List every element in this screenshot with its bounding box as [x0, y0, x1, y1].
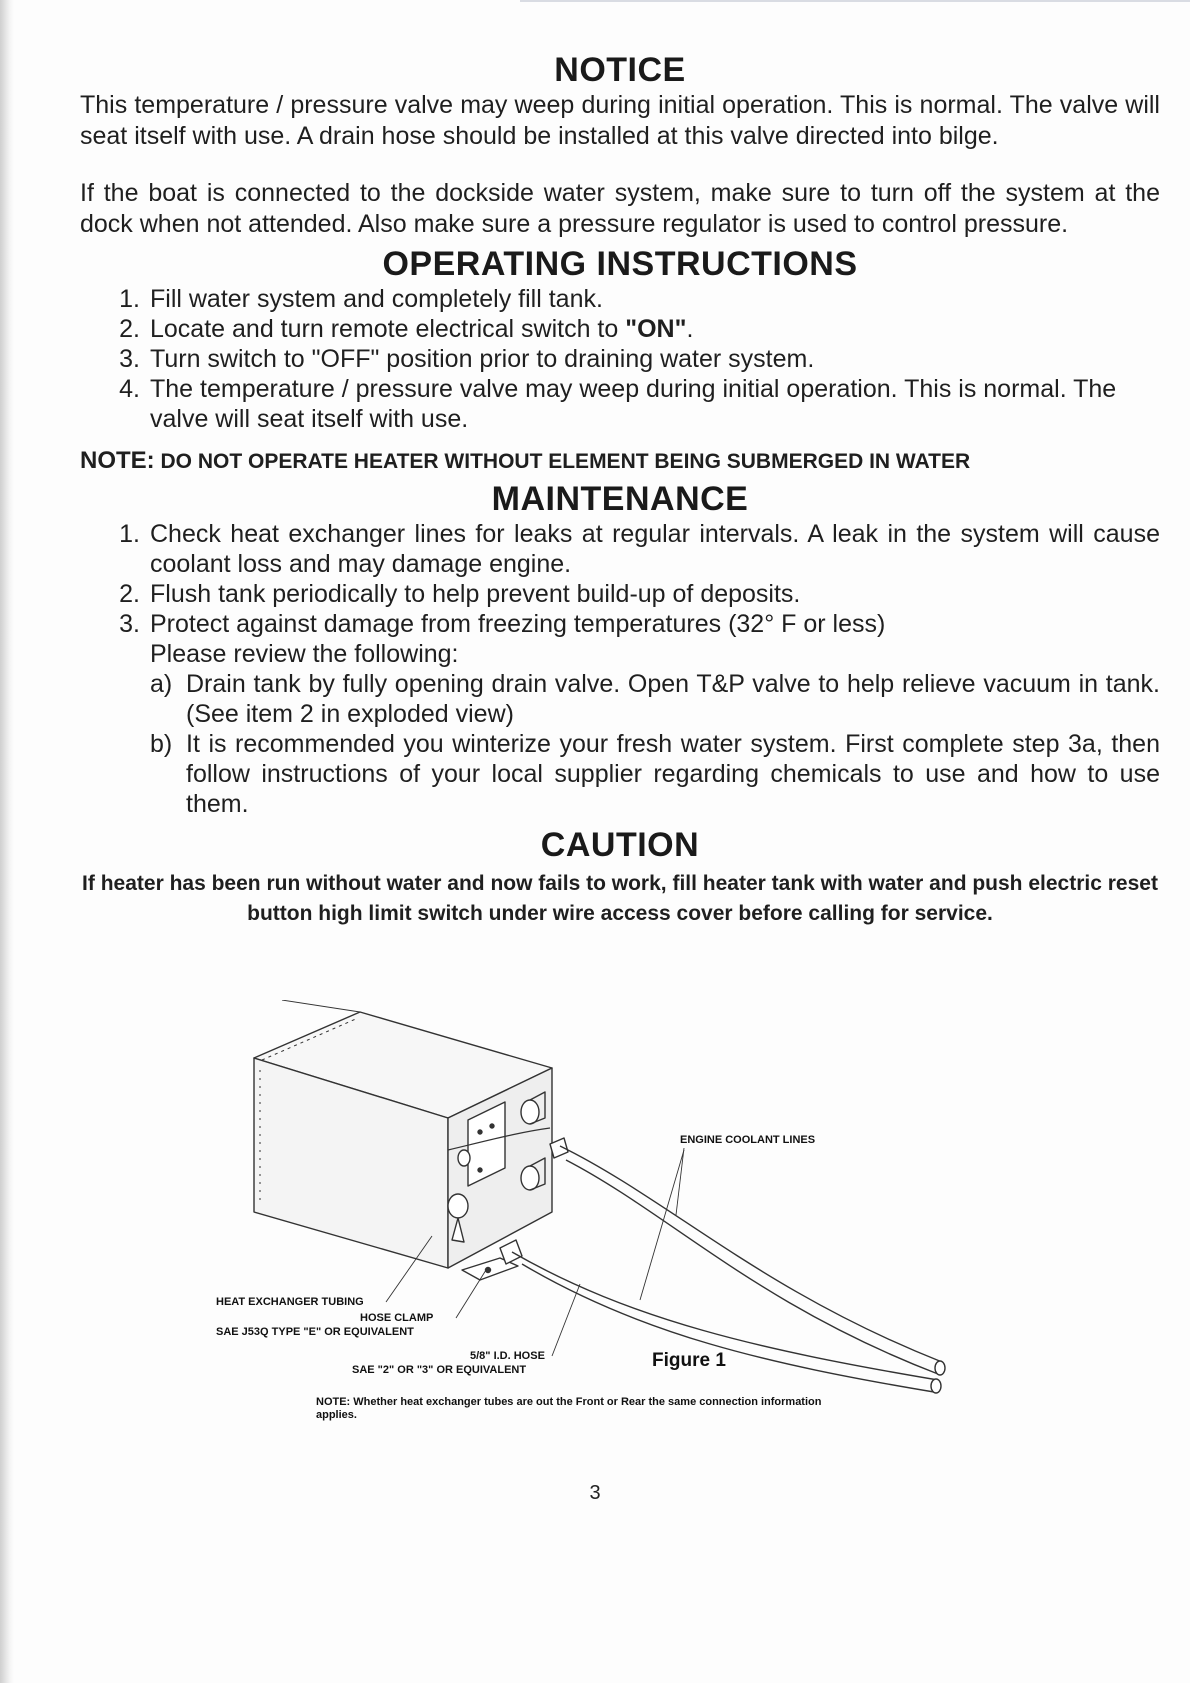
- maintenance-sub-item: [150, 669, 1160, 729]
- operating-step: [80, 314, 1160, 344]
- notice-paragraph-1: This temperature / pressure valve may weep during initial operation. This is normal. The valve will seat itself with use. A drain hose should be installed at this valve directed into bilge.: [80, 91, 1160, 150]
- note-text: DO NOT OPERATE HEATER WITHOUT ELEMENT BEING SUBMERGED IN WATER: [160, 450, 971, 473]
- leader-engine-coolant: [640, 1150, 684, 1300]
- step-number: 2.: [119, 580, 140, 608]
- notice-heading: NOTICE: [554, 51, 686, 89]
- step-text-part: .: [686, 315, 694, 343]
- leader-hose: [552, 1284, 580, 1356]
- page-content: [80, 50, 1160, 929]
- scan-edge-shadow: [0, 0, 14, 1683]
- step-text: The temperature / pressure valve may weep during initial operation. This is normal. The valve will seat itself with use.: [150, 375, 1117, 433]
- sub-item-text: It is recommended you winterize your fresh water system. First complete step 3a, then follow instructions of your local supplier regarding chemicals to use and how to use them.: [186, 730, 1160, 818]
- step-number: 4.: [119, 375, 140, 403]
- operating-note: [80, 448, 1160, 475]
- label-hose-id: 5/8" I.D. HOSE: [470, 1350, 545, 1362]
- step-text: Check heat exchanger lines for leaks at regular intervals. A leak in the system will cause coolant loss and may damage engine.: [150, 520, 1160, 578]
- lower-fitting: [521, 1166, 539, 1190]
- step-text-line: Please review the following:: [150, 640, 459, 668]
- notice-paragraph-2: If the boat is connected to the dockside water system, make sure to turn off the system at the dock when not attended. Also make sure a pressure regulator is used to control pressure.: [80, 179, 1160, 238]
- figure-1-diagram: [200, 1000, 1020, 1510]
- operating-step: [80, 374, 1160, 434]
- sub-item-text: Drain tank by fully opening drain valve. Open T&P valve to help relieve vacuum in tank. (See item 2 in exploded view): [186, 670, 1160, 728]
- step-text: Flush tank periodically to help prevent build-up of deposits.: [150, 580, 801, 608]
- label-hose-clamp: HOSE CLAMP: [360, 1312, 434, 1324]
- operating-step: [80, 344, 1160, 374]
- maintenance-step: [80, 579, 1160, 609]
- figure-note: NOTE: Whether heat exchanger tubes are out the Front or Rear the same connection information applies.: [316, 1396, 822, 1421]
- maintenance-heading: MAINTENANCE: [491, 480, 749, 518]
- drain-valve: [448, 1194, 468, 1218]
- caution-heading: CAUTION: [540, 826, 700, 864]
- upper-fitting: [521, 1100, 539, 1124]
- hose-end: [931, 1379, 941, 1393]
- tp-valve: [458, 1150, 470, 1166]
- operating-step: [80, 284, 1160, 314]
- sub-item-label: b): [150, 730, 173, 758]
- maintenance-sub-item: [150, 729, 1160, 819]
- label-sae-2-3: SAE "2" OR "3" OR EQUIVALENT: [352, 1364, 527, 1376]
- step-number: 3.: [119, 610, 140, 638]
- maintenance-steps: [80, 519, 1160, 819]
- maintenance-step: [80, 609, 1160, 819]
- step-text-line: Protect against damage from freezing temperatures (32° F or less): [150, 610, 886, 638]
- step-number: 2.: [119, 315, 140, 343]
- step-text-part: Locate and turn remote electrical switch to: [150, 315, 626, 343]
- label-heat-exchanger-tubing: HEAT EXCHANGER TUBING: [216, 1296, 364, 1308]
- note-label: NOTE:: [80, 447, 155, 474]
- step-text: [150, 609, 1160, 819]
- hose-end: [935, 1361, 945, 1375]
- heater-illustration: [200, 1000, 1020, 1510]
- top-rule: [520, 0, 1190, 2]
- step-text-emphasis: "ON": [625, 315, 687, 343]
- step-text: [150, 314, 1160, 344]
- page-number: 3: [589, 1482, 601, 1504]
- leader-engine-coolant: [676, 1148, 684, 1215]
- sub-item-label: a): [150, 670, 173, 698]
- leader-hose-clamp: [456, 1270, 486, 1318]
- operating-heading: OPERATING INSTRUCTIONS: [382, 245, 858, 283]
- step-text: Fill water system and completely fill tank.: [150, 285, 603, 313]
- step-number: 1.: [119, 520, 140, 548]
- caution-text: If heater has been run without water and now fails to work, fill heater tank with water and push electric reset button high limit switch under wire access cover before calling for service.: [82, 872, 1158, 925]
- label-engine-coolant-lines: ENGINE COOLANT LINES: [680, 1134, 816, 1146]
- operating-steps: [80, 284, 1160, 434]
- label-sae-j53q: SAE J53Q TYPE "E" OR EQUIVALENT: [216, 1326, 414, 1338]
- step-number: 3.: [119, 345, 140, 373]
- step-number: 1.: [119, 285, 140, 313]
- step-text: Turn switch to "OFF" position prior to draining water system.: [150, 345, 815, 373]
- maintenance-step: [80, 519, 1160, 579]
- figure-caption: Figure 1: [652, 1350, 726, 1371]
